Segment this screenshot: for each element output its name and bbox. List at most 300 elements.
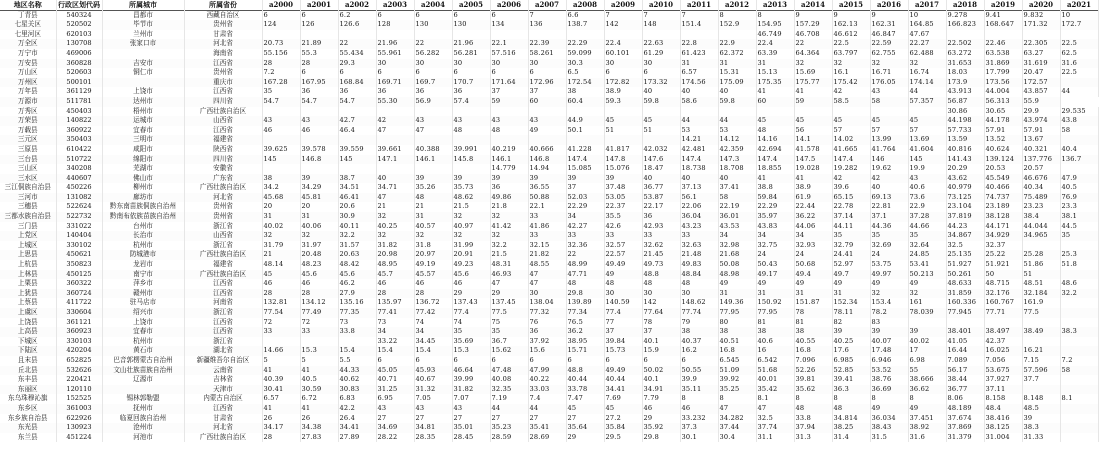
table-cell[interactable]: 40 xyxy=(680,87,718,97)
table-cell[interactable]: 48.99 xyxy=(566,260,604,270)
table-cell[interactable]: 40 xyxy=(718,87,756,97)
table-cell[interactable]: 7.79 xyxy=(642,394,680,404)
table-cell[interactable]: 39.9 xyxy=(680,375,718,385)
table-cell[interactable]: 40.624 xyxy=(984,145,1022,155)
table-cell[interactable]: 7.15 xyxy=(1022,356,1060,366)
table-cell[interactable]: 51.68 xyxy=(756,366,794,376)
table-cell[interactable]: 622926 xyxy=(56,414,102,424)
table-cell[interactable]: 40.34 xyxy=(1022,183,1060,193)
table-cell[interactable]: 38 xyxy=(756,327,794,337)
table-cell[interactable]: 172.7 xyxy=(1060,20,1098,30)
table-cell[interactable]: 41 xyxy=(300,366,338,376)
table-cell[interactable]: 30 xyxy=(604,289,642,299)
table-cell[interactable]: 168.84 xyxy=(338,78,376,88)
table-cell[interactable]: 69.13 xyxy=(870,193,908,203)
table-cell[interactable]: 40.466 xyxy=(984,183,1022,193)
table-cell[interactable]: 146.8 xyxy=(300,155,338,165)
table-cell[interactable]: 48.31 xyxy=(490,260,528,270)
table-cell[interactable]: 9.41 xyxy=(984,10,1022,20)
table-cell[interactable]: 175.77 xyxy=(794,78,832,88)
table-cell[interactable]: 36.034 xyxy=(870,414,908,424)
table-cell[interactable] xyxy=(452,30,490,40)
table-cell[interactable]: 140.59 xyxy=(604,298,642,308)
table-cell[interactable]: 38.43 xyxy=(870,423,908,433)
table-cell[interactable]: 126 xyxy=(300,20,338,30)
table-cell[interactable]: 32.63 xyxy=(680,241,718,251)
table-cell[interactable]: 148.62 xyxy=(680,298,718,308)
table-cell[interactable]: 6.5 xyxy=(566,68,604,78)
table-cell[interactable]: 41.86 xyxy=(528,222,566,232)
table-cell[interactable]: 360828 xyxy=(56,59,102,69)
table-cell[interactable]: 33 xyxy=(642,231,680,241)
table-cell[interactable]: 32 xyxy=(300,231,338,241)
table-cell[interactable]: 149.36 xyxy=(718,298,756,308)
table-cell[interactable]: 22.29 xyxy=(756,202,794,212)
table-cell[interactable]: 河南省 xyxy=(184,298,262,308)
table-cell[interactable]: 55 xyxy=(908,366,946,376)
table-cell[interactable]: 33 xyxy=(604,231,642,241)
table-row[interactable] xyxy=(0,346,1098,356)
table-row[interactable] xyxy=(0,356,1098,366)
table-cell[interactable]: 29.8 xyxy=(566,289,604,299)
table-cell[interactable]: 七星关区 xyxy=(0,20,56,30)
table-cell[interactable]: 36.22 xyxy=(794,212,832,222)
table-cell[interactable]: 56.281 xyxy=(452,49,490,59)
table-cell[interactable]: 14.779 xyxy=(490,164,528,174)
table-cell[interactable] xyxy=(376,107,414,117)
table-cell[interactable]: 43.913 xyxy=(946,87,984,97)
table-cell[interactable]: 上虞区 xyxy=(0,308,56,318)
table-cell[interactable]: 46 xyxy=(680,404,718,414)
table-cell[interactable]: 55.30 xyxy=(376,97,414,107)
table-cell[interactable]: 30 xyxy=(490,59,528,69)
table-cell[interactable]: 32.184 xyxy=(1022,289,1060,299)
table-cell[interactable]: 36 xyxy=(338,87,376,97)
table-cell[interactable]: 39 xyxy=(452,174,490,184)
table-cell[interactable]: 61.423 xyxy=(680,49,718,59)
table-cell[interactable]: 42.27 xyxy=(566,222,604,232)
table-cell[interactable] xyxy=(528,30,566,40)
table-cell[interactable] xyxy=(528,107,566,117)
table-cell[interactable]: 6 xyxy=(452,68,490,78)
table-cell[interactable]: 29.5 xyxy=(604,433,642,443)
table-cell[interactable]: 39 xyxy=(604,174,642,184)
table-cell[interactable]: 广西壮族自治区 xyxy=(184,433,262,443)
table-cell[interactable]: 长治市 xyxy=(102,231,184,241)
table-cell[interactable]: 411722 xyxy=(56,298,102,308)
table-cell[interactable]: 22.502 xyxy=(946,39,984,49)
table-cell[interactable]: 32 xyxy=(908,59,946,69)
table-cell[interactable]: 甘肃省 xyxy=(184,30,262,40)
table-cell[interactable]: 220421 xyxy=(56,375,102,385)
table-cell[interactable]: 57 xyxy=(832,126,870,136)
table-cell[interactable] xyxy=(604,107,642,117)
table-cell[interactable]: 77.32 xyxy=(528,308,566,318)
table-cell[interactable]: 62.488 xyxy=(908,49,946,59)
table-cell[interactable]: 24.85 xyxy=(908,250,946,260)
table-cell[interactable]: 38.125 xyxy=(984,423,1022,433)
table-cell[interactable]: 37.674 xyxy=(946,414,984,424)
table-cell[interactable] xyxy=(262,30,300,40)
table-cell[interactable]: 53.05 xyxy=(604,193,642,203)
table-cell[interactable]: 44 xyxy=(908,87,946,97)
table-cell[interactable]: 35 xyxy=(908,231,946,241)
table-cell[interactable]: 33.78 xyxy=(566,385,604,395)
table-cell[interactable]: 福建省 xyxy=(184,260,262,270)
table-cell[interactable]: 151.4 xyxy=(680,20,718,30)
table-cell[interactable]: 40.51 xyxy=(718,337,756,347)
table-cell[interactable]: 34.91 xyxy=(642,385,680,395)
table-cell[interactable]: 35.92 xyxy=(642,423,680,433)
table-cell[interactable]: 43 xyxy=(414,116,452,126)
table-cell[interactable]: 175.09 xyxy=(718,78,756,88)
table-cell[interactable]: 26 xyxy=(300,414,338,424)
table-cell[interactable]: 20 xyxy=(300,202,338,212)
table-cell[interactable]: 128 xyxy=(376,20,414,30)
table-row[interactable] xyxy=(0,270,1098,280)
table-cell[interactable]: 驻马店市 xyxy=(102,298,184,308)
table-cell[interactable]: 22.27 xyxy=(908,39,946,49)
table-cell[interactable]: 35.69 xyxy=(452,337,490,347)
table-cell[interactable]: 31.3 xyxy=(794,433,832,443)
table-cell[interactable]: 18.855 xyxy=(756,164,794,174)
table-cell[interactable]: 34.929 xyxy=(984,231,1022,241)
table-cell[interactable]: 151.87 xyxy=(794,298,832,308)
table-cell[interactable]: 48.42 xyxy=(338,260,376,270)
table-cell[interactable]: 13.67 xyxy=(1022,135,1060,145)
table-cell[interactable]: 7 xyxy=(604,10,642,20)
table-cell[interactable]: 37 xyxy=(566,183,604,193)
table-cell[interactable]: 48 xyxy=(794,404,832,414)
table-cell[interactable]: 37.451 xyxy=(908,414,946,424)
table-cell[interactable]: 31 xyxy=(262,212,300,222)
table-cell[interactable]: 42 xyxy=(376,116,414,126)
table-cell[interactable]: 540324 xyxy=(56,10,102,20)
table-cell[interactable]: 49.19 xyxy=(414,260,452,270)
table-cell[interactable]: 32.15 xyxy=(528,241,566,251)
table-cell[interactable]: 35.84 xyxy=(604,423,642,433)
table-cell[interactable] xyxy=(262,107,300,117)
table-cell[interactable]: 58 xyxy=(870,97,908,107)
table-cell[interactable] xyxy=(1022,30,1060,40)
table-cell[interactable] xyxy=(300,135,338,145)
table-cell[interactable]: 46.749 xyxy=(756,30,794,40)
table-cell[interactable]: 39.991 xyxy=(452,145,490,155)
table-cell[interactable]: 上饶县 xyxy=(0,318,56,328)
table-cell[interactable]: 38.9 xyxy=(794,183,832,193)
table-cell[interactable]: 39.559 xyxy=(338,145,376,155)
table-cell[interactable]: 72 xyxy=(262,318,300,328)
table-cell[interactable]: 34 xyxy=(756,231,794,241)
table-cell[interactable]: 13.59 xyxy=(946,135,984,145)
table-cell[interactable]: 46.41 xyxy=(338,193,376,203)
table-cell[interactable]: 8 xyxy=(794,394,832,404)
table-cell[interactable]: 浙江省 xyxy=(184,337,262,347)
table-cell[interactable]: 40.01 xyxy=(756,375,794,385)
table-cell[interactable]: 22.9 xyxy=(908,202,946,212)
table-cell[interactable]: 50.55 xyxy=(680,366,718,376)
table-cell[interactable]: 40.44 xyxy=(566,375,604,385)
table-cell[interactable]: 35.26 xyxy=(414,183,452,193)
table-cell[interactable]: 48.98 xyxy=(718,270,756,280)
table-cell[interactable]: 黔东南苗族侗族自治州 xyxy=(102,202,184,212)
table-cell[interactable] xyxy=(566,30,604,40)
table-cell[interactable]: 36.55 xyxy=(528,183,566,193)
table-cell[interactable]: 40.6 xyxy=(908,183,946,193)
table-cell[interactable]: 532626 xyxy=(56,366,102,376)
table-cell[interactable]: 522624 xyxy=(56,202,102,212)
table-cell[interactable]: 7.69 xyxy=(604,394,642,404)
table-cell[interactable]: 24 xyxy=(794,250,832,260)
table-cell[interactable]: 45.549 xyxy=(984,174,1022,184)
table-cell[interactable]: 35.97 xyxy=(756,212,794,222)
table-cell[interactable]: 绍兴市 xyxy=(102,308,184,318)
table-cell[interactable]: 60.101 xyxy=(604,49,642,59)
table-cell[interactable]: 39 xyxy=(870,327,908,337)
table-cell[interactable]: 丘北县 xyxy=(0,366,56,376)
table-cell[interactable]: 6 xyxy=(604,68,642,78)
table-cell[interactable]: 36 xyxy=(300,87,338,97)
table-cell[interactable]: 34 xyxy=(566,212,604,222)
table-cell[interactable]: 22.06 xyxy=(680,202,718,212)
table-cell[interactable]: 22.8 xyxy=(680,39,718,49)
table-cell[interactable] xyxy=(1060,375,1098,385)
table-cell[interactable]: 170.7 xyxy=(452,78,490,88)
table-cell[interactable]: 东乡族自治县 xyxy=(0,414,56,424)
table-cell[interactable]: 49.49 xyxy=(604,260,642,270)
table-cell[interactable]: 32 xyxy=(870,289,908,299)
table-cell[interactable]: 昌都市 xyxy=(102,10,184,20)
table-cell[interactable]: 15.4 xyxy=(376,346,414,356)
table-cell[interactable]: 27 xyxy=(452,414,490,424)
column-header[interactable]: a2018 xyxy=(946,0,984,10)
table-cell[interactable]: 46 xyxy=(300,126,338,136)
table-cell[interactable] xyxy=(642,135,680,145)
table-cell[interactable]: 451224 xyxy=(56,433,102,443)
table-cell[interactable]: 6 xyxy=(262,10,300,20)
table-cell[interactable]: 32.98 xyxy=(718,241,756,251)
table-cell[interactable]: 29 xyxy=(642,414,680,424)
table-cell[interactable]: 77.42 xyxy=(414,308,452,318)
table-cell[interactable]: 18.708 xyxy=(718,164,756,174)
table-cell[interactable]: 167.95 xyxy=(300,78,338,88)
table-cell[interactable]: 134.12 xyxy=(300,298,338,308)
table-row[interactable] xyxy=(0,260,1098,270)
table-cell[interactable]: 云南省 xyxy=(184,366,262,376)
table-row[interactable] xyxy=(0,366,1098,376)
table-cell[interactable]: 22.59 xyxy=(870,39,908,49)
table-cell[interactable]: 620103 xyxy=(56,30,102,40)
table-cell[interactable]: 49 xyxy=(870,279,908,289)
table-cell[interactable]: 15.4 xyxy=(338,346,376,356)
table-cell[interactable]: 42.93 xyxy=(642,222,680,232)
table-cell[interactable]: 135.16 xyxy=(338,298,376,308)
table-cell[interactable]: 21 xyxy=(414,202,452,212)
table-cell[interactable]: 37.41 xyxy=(718,183,756,193)
table-cell[interactable]: 6.57 xyxy=(680,68,718,78)
table-row[interactable] xyxy=(0,231,1098,241)
table-cell[interactable]: 120110 xyxy=(56,385,102,395)
table-cell[interactable]: 21.96 xyxy=(452,39,490,49)
table-cell[interactable]: 83 xyxy=(870,318,908,328)
table-cell[interactable]: 361129 xyxy=(56,87,102,97)
table-cell[interactable]: 杭州市 xyxy=(102,241,184,251)
table-cell[interactable]: 135.97 xyxy=(376,298,414,308)
table-cell[interactable]: 169.7 xyxy=(414,78,452,88)
table-cell[interactable]: 35.62 xyxy=(794,385,832,395)
column-header[interactable]: a2009 xyxy=(604,0,642,10)
table-cell[interactable]: 48 xyxy=(452,126,490,136)
table-cell[interactable]: 450621 xyxy=(56,250,102,260)
table-cell[interactable]: 46 xyxy=(414,279,452,289)
table-cell[interactable]: 37.94 xyxy=(794,423,832,433)
table-cell[interactable]: 511781 xyxy=(56,97,102,107)
table-cell[interactable]: 146 xyxy=(870,155,908,165)
table-cell[interactable]: 80 xyxy=(718,318,756,328)
table-cell[interactable]: 21.89 xyxy=(300,39,338,49)
table-cell[interactable]: 40.67 xyxy=(414,375,452,385)
table-cell[interactable]: 77.35 xyxy=(338,308,376,318)
table-cell[interactable]: 16.1 xyxy=(832,68,870,78)
table-cell[interactable]: 15.62 xyxy=(490,346,528,356)
table-cell[interactable]: 43 xyxy=(908,174,946,184)
table-cell[interactable]: 142 xyxy=(604,20,642,30)
table-cell[interactable]: 147.5 xyxy=(794,155,832,165)
table-cell[interactable]: 31.82 xyxy=(452,385,490,395)
table-cell[interactable]: 54.7 xyxy=(262,97,300,107)
table-cell[interactable]: 浙江省 xyxy=(184,308,262,318)
table-cell[interactable]: 42.7 xyxy=(338,116,376,126)
table-cell[interactable]: 三江侗族自治县 xyxy=(0,183,56,193)
table-cell[interactable]: 22.305 xyxy=(1022,39,1060,49)
table-cell[interactable]: 172.57 xyxy=(1022,78,1060,88)
table-cell[interactable] xyxy=(908,107,946,117)
table-cell[interactable]: 39.6 xyxy=(832,183,870,193)
table-cell[interactable]: 7.4 xyxy=(528,394,566,404)
table-cell[interactable]: 48.14 xyxy=(262,260,300,270)
table-cell[interactable]: 40.37 xyxy=(680,337,718,347)
table-cell[interactable] xyxy=(1060,270,1098,280)
table-cell[interactable] xyxy=(338,135,376,145)
table-cell[interactable]: 176.05 xyxy=(870,78,908,88)
table-cell[interactable]: 40.5 xyxy=(1060,183,1098,193)
table-cell[interactable]: 40.666 xyxy=(528,145,566,155)
table-cell[interactable]: 28.69 xyxy=(528,433,566,443)
table-cell[interactable]: 福建省 xyxy=(184,135,262,145)
table-cell[interactable]: 54.7 xyxy=(300,97,338,107)
table-cell[interactable]: 56.1 xyxy=(680,193,718,203)
table-cell[interactable]: 173.9 xyxy=(946,78,984,88)
table-cell[interactable]: 39.661 xyxy=(376,145,414,155)
table-cell[interactable]: 147.3 xyxy=(718,155,756,165)
table-cell[interactable]: 46 xyxy=(376,279,414,289)
table-cell[interactable] xyxy=(1060,404,1098,414)
table-cell[interactable]: 6 xyxy=(452,356,490,366)
table-cell[interactable]: 520502 xyxy=(56,20,102,30)
table-cell[interactable]: 35 xyxy=(1060,231,1098,241)
table-cell[interactable]: 55.9 xyxy=(1022,97,1060,107)
table-cell[interactable]: 53 xyxy=(680,126,718,136)
table-row[interactable] xyxy=(0,39,1098,49)
table-cell[interactable]: 45.05 xyxy=(376,366,414,376)
table-cell[interactable] xyxy=(376,30,414,40)
table-cell[interactable]: 22.46 xyxy=(984,39,1022,49)
table-cell[interactable]: 34.282 xyxy=(718,414,756,424)
table-cell[interactable]: 31.99 xyxy=(452,241,490,251)
table-cell[interactable]: 37.28 xyxy=(908,212,946,222)
table-cell[interactable]: 30.4 xyxy=(718,433,756,443)
table-cell[interactable]: 37.13 xyxy=(680,183,718,193)
table-cell[interactable]: 46 xyxy=(262,126,300,136)
table-cell[interactable]: 7.19 xyxy=(490,394,528,404)
table-cell[interactable]: 6 xyxy=(300,10,338,20)
table-cell[interactable]: 522732 xyxy=(56,212,102,222)
table-cell[interactable]: 36 xyxy=(490,183,528,193)
table-cell[interactable]: 30 xyxy=(414,59,452,69)
table-cell[interactable]: 40.25 xyxy=(376,222,414,232)
table-cell[interactable] xyxy=(718,30,756,40)
table-cell[interactable]: 45.6 xyxy=(300,270,338,280)
table-cell[interactable]: 20.29 xyxy=(946,164,984,174)
table-cell[interactable]: 40.55 xyxy=(794,337,832,347)
table-row[interactable] xyxy=(0,241,1098,251)
column-header[interactable]: a2011 xyxy=(680,0,718,10)
table-cell[interactable]: 22.39 xyxy=(528,39,566,49)
table-cell[interactable]: 6 xyxy=(528,68,566,78)
table-cell[interactable]: 兰州市 xyxy=(102,30,184,40)
table-cell[interactable]: 31.5 xyxy=(870,433,908,443)
table-cell[interactable]: 6.542 xyxy=(756,356,794,366)
table-cell[interactable]: 50.1 xyxy=(566,126,604,136)
table-cell[interactable]: 48.6 xyxy=(1060,279,1098,289)
table-cell[interactable] xyxy=(1022,241,1060,251)
table-cell[interactable]: 53.41 xyxy=(908,260,946,270)
table-cell[interactable]: 28 xyxy=(300,289,338,299)
table-cell[interactable]: 35 xyxy=(262,87,300,97)
table-cell[interactable]: 77.49 xyxy=(300,308,338,318)
table-cell[interactable]: 7 xyxy=(528,10,566,20)
table-cell[interactable]: 38.9 xyxy=(604,87,642,97)
table-cell[interactable]: 35.01 xyxy=(452,423,490,433)
table-cell[interactable]: 48 xyxy=(490,126,528,136)
table-cell[interactable]: 四川省 xyxy=(184,155,262,165)
table-cell[interactable]: 甘肃省 xyxy=(184,414,262,424)
table-cell[interactable]: 上饶市 xyxy=(102,318,184,328)
table-cell[interactable]: 350823 xyxy=(56,260,102,270)
table-cell[interactable]: 抚州市 xyxy=(102,404,184,414)
table-cell[interactable]: 136.72 xyxy=(414,298,452,308)
table-cell[interactable]: 60 xyxy=(528,97,566,107)
table-cell[interactable]: 47.99 xyxy=(528,366,566,376)
table-cell[interactable]: 74 xyxy=(452,318,490,328)
table-cell[interactable]: 74.737 xyxy=(984,193,1022,203)
column-header[interactable]: a2016 xyxy=(870,0,908,10)
table-cell[interactable]: 21.45 xyxy=(642,250,680,260)
table-cell[interactable]: 40.388 xyxy=(414,145,452,155)
table-cell[interactable]: 江西省 xyxy=(184,327,262,337)
column-header[interactable]: 所属省份 xyxy=(184,0,262,10)
table-cell[interactable]: 33.8 xyxy=(338,327,376,337)
table-cell[interactable]: 32.79 xyxy=(832,241,870,251)
table-cell[interactable]: 7.47 xyxy=(566,394,604,404)
table-cell[interactable]: 31 xyxy=(756,289,794,299)
table-cell[interactable]: 139.89 xyxy=(566,298,604,308)
table-cell[interactable]: 46 xyxy=(642,404,680,414)
table-cell[interactable]: 防城港市 xyxy=(102,250,184,260)
table-cell[interactable]: 15.6 xyxy=(528,346,566,356)
table-cell[interactable]: 45 xyxy=(908,116,946,126)
table-cell[interactable]: 45.93 xyxy=(414,366,452,376)
